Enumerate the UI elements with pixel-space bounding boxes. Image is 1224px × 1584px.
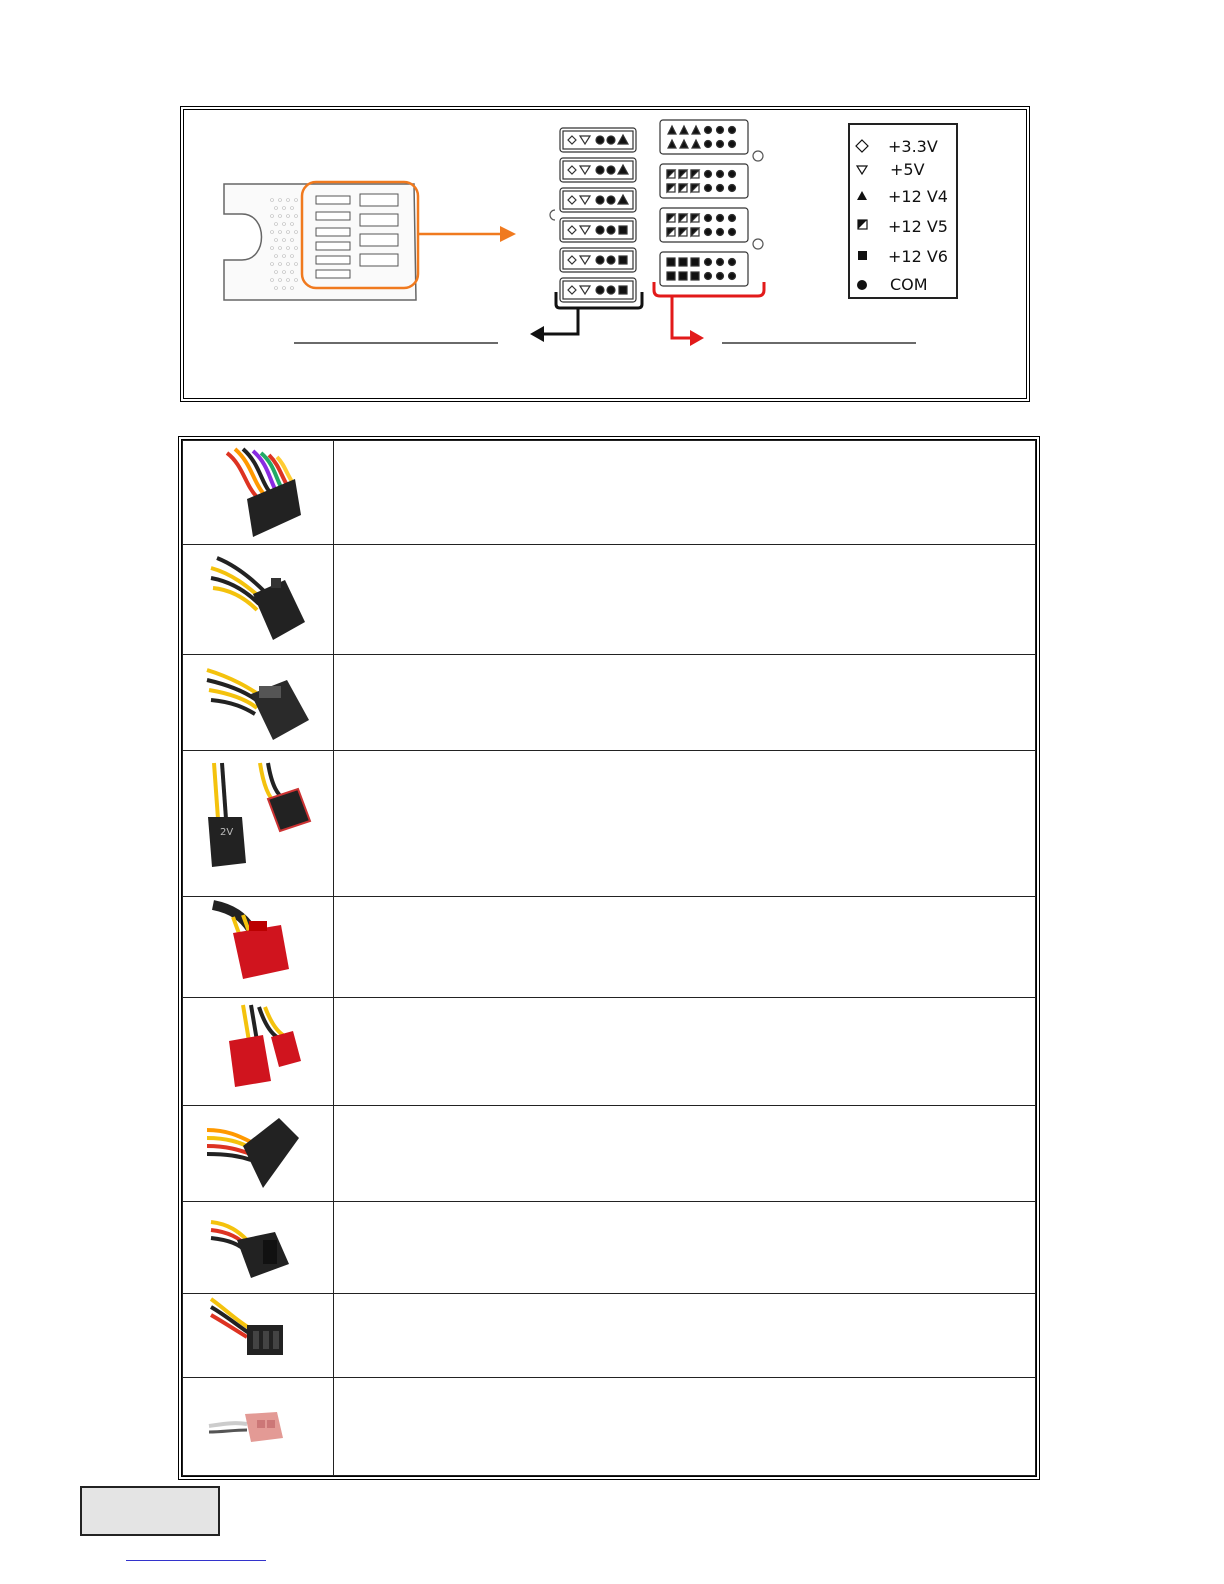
legend-label-3v3: +3.3V [888, 137, 938, 156]
atx-24pin-connector-icon [203, 445, 313, 541]
cable-description [334, 545, 1036, 655]
cable-description [334, 897, 1036, 997]
pcie-6pin-red-connector-icon [203, 899, 313, 995]
cable-description [334, 1201, 1036, 1293]
circle-filled-icon [857, 280, 867, 290]
psu-panel [224, 182, 418, 300]
cable-description [334, 751, 1036, 897]
cable-description [334, 1293, 1036, 1377]
footer-link[interactable] [126, 1546, 266, 1561]
cable-image-cell [183, 545, 334, 655]
table-row [183, 1201, 1036, 1293]
table-row [183, 897, 1036, 997]
modular-panel-illustration [184, 110, 1026, 398]
large-connector-column [660, 120, 763, 286]
eps-8pin-connector-icon [203, 550, 313, 650]
page-tab [80, 1486, 220, 1536]
cable-description [334, 1105, 1036, 1201]
small-connector-column [550, 128, 636, 302]
table-row [183, 545, 1036, 655]
cable-image-cell [183, 1377, 334, 1475]
table-row [183, 1105, 1036, 1201]
cable-image-cell [183, 997, 334, 1105]
cable-image-cell [183, 1201, 334, 1293]
square-filled-icon [858, 251, 867, 260]
legend-label-12v5: +12 V5 [888, 217, 948, 236]
table-row [183, 997, 1036, 1105]
cable-image-cell [183, 441, 334, 545]
pcie-8pin-connector-icon [203, 658, 313, 748]
cable-image-cell [183, 897, 334, 997]
cable-table [178, 436, 1040, 1480]
cable-image-cell [183, 1293, 334, 1377]
cable-image-cell [183, 1105, 334, 1201]
cable-description [334, 997, 1036, 1105]
modular-panel-diagram [180, 106, 1030, 402]
sata-slim-connector-icon [203, 1204, 313, 1290]
pcie-6plus2-red-connector-icon [203, 1001, 313, 1101]
legend-label-5v: +5V [890, 160, 925, 179]
table-row [183, 441, 1036, 545]
table-row [183, 751, 1036, 897]
cable-description [334, 441, 1036, 545]
svg-text:2V: 2V [220, 826, 234, 838]
voltage-legend [849, 124, 957, 298]
molex-4pin-connector-icon [203, 1295, 313, 1375]
cable-image-cell [183, 655, 334, 751]
orange-arrow-icon [418, 226, 516, 242]
table-row [183, 1293, 1036, 1377]
legend-label-com: COM [890, 275, 928, 294]
table-row [183, 655, 1036, 751]
table-row [183, 1377, 1036, 1475]
floppy-connector-icon [203, 1386, 313, 1466]
cable-description [334, 1377, 1036, 1475]
cable-image-cell [183, 751, 334, 897]
cable-description [334, 655, 1036, 751]
legend-label-12v4: +12 V4 [888, 187, 948, 206]
sata-connector-icon [203, 1108, 313, 1198]
legend-label-12v6: +12 V6 [888, 247, 948, 266]
atx12v-4plus4-connector-icon [198, 759, 318, 889]
red-bracket-arrow-icon [654, 282, 764, 346]
